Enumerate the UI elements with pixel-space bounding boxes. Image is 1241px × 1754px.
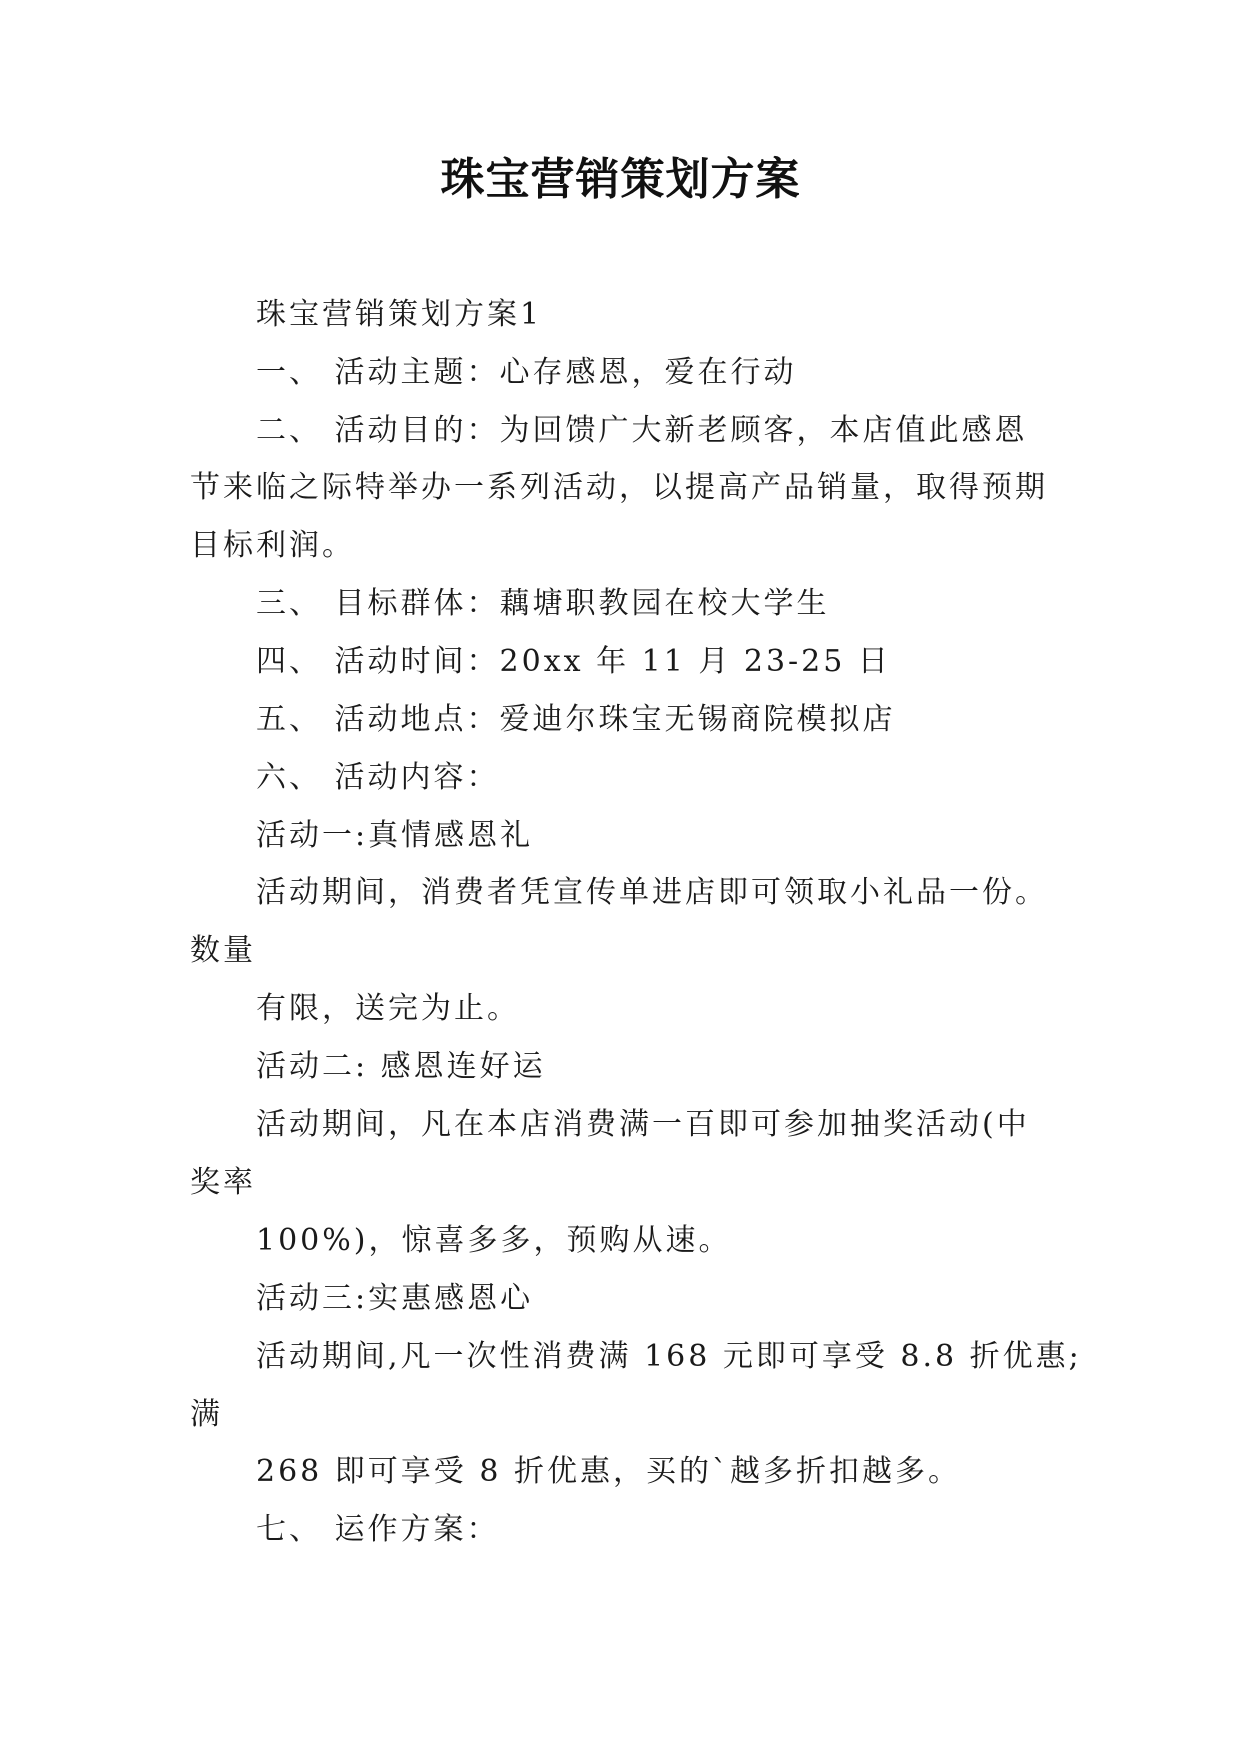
paragraph-line: 活动三:实惠感恩心 bbox=[256, 1281, 534, 1316]
paragraph-line: 节来临之际特举办一系列活动，以提高产品销量，取得预期 bbox=[190, 470, 1048, 505]
paragraph-line: 一、 活动主题：心存感恩，爱在行动 bbox=[256, 355, 797, 390]
paragraph-line: 二、 活动目的：为回馈广大新老顾客，本店值此感恩 bbox=[256, 413, 1028, 448]
document-title: 珠宝营销策划方案 bbox=[440, 154, 801, 205]
paragraph-line: 五、 活动地点：爱迪尔珠宝无锡商院模拟店 bbox=[256, 702, 896, 737]
paragraph-line: 目标利润。 bbox=[190, 528, 355, 563]
paragraph-line: 100%)，惊喜多多，预购从速。 bbox=[256, 1223, 732, 1258]
paragraph-line: 六、 活动内容： bbox=[256, 760, 500, 795]
paragraph-line: 三、 目标群体：藕塘职教园在校大学生 bbox=[256, 586, 830, 621]
paragraph-line: 七、 运作方案： bbox=[256, 1512, 500, 1547]
section-heading: 珠宝营销策划方案1 bbox=[256, 297, 543, 332]
paragraph-line: 奖率 bbox=[190, 1165, 256, 1200]
paragraph-line: 四、 活动时间：20xx 年 11 月 23-25 日 bbox=[256, 644, 891, 679]
paragraph-line: 活动一:真情感恩礼 bbox=[256, 818, 534, 853]
paragraph-line: 有限，送完为止。 bbox=[256, 991, 520, 1026]
paragraph-line: 活动期间，消费者凭宣传单进店即可领取小礼品一份。 bbox=[256, 875, 1048, 910]
paragraph-line: 满 bbox=[190, 1397, 223, 1432]
paragraph-line: 268 即可享受 8 折优惠，买的`越多折扣越多。 bbox=[256, 1454, 961, 1489]
paragraph-line: 活动期间，凡在本店消费满一百即可参加抽奖活动(中 bbox=[256, 1107, 1030, 1142]
paragraph-line: 数量 bbox=[190, 933, 256, 968]
paragraph-line: 活动期间,凡一次性消费满 168 元即可享受 8.8 折优惠; bbox=[256, 1339, 1082, 1374]
paragraph-line: 活动二: 感恩连好运 bbox=[256, 1049, 546, 1084]
